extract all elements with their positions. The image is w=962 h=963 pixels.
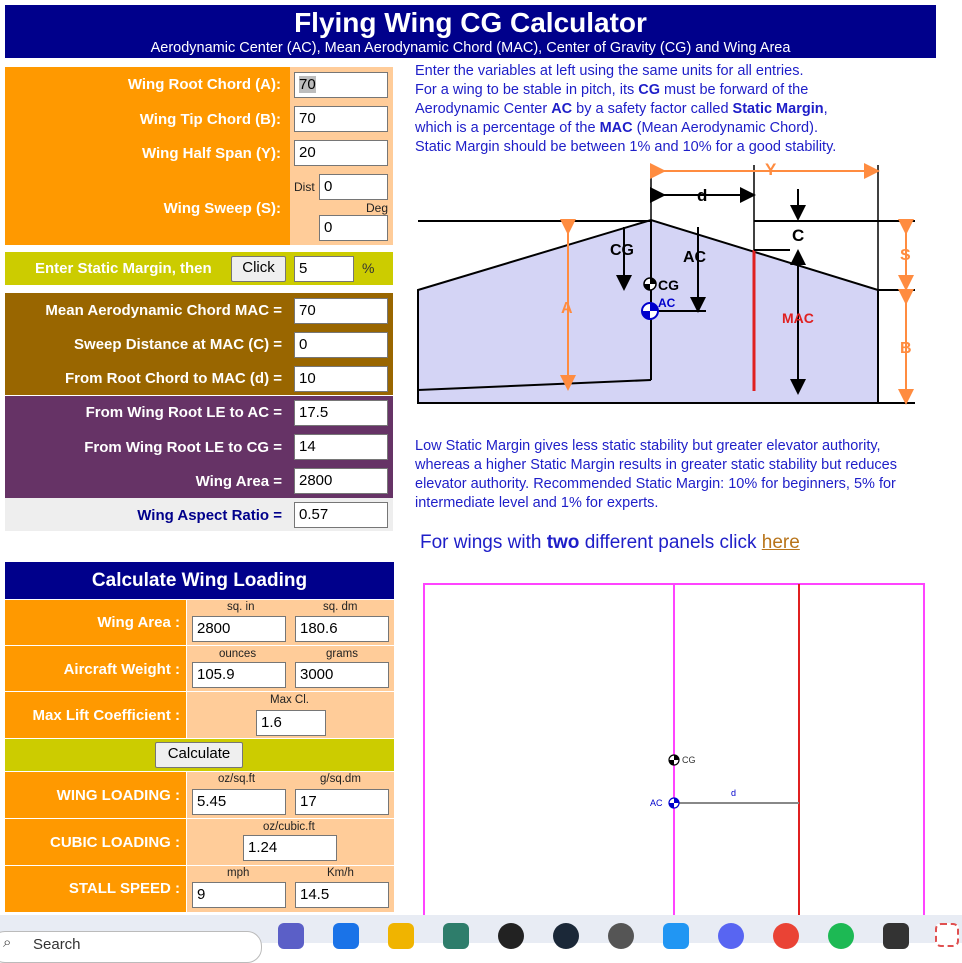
- label-y: Y: [765, 160, 777, 179]
- plot-d-label: d: [731, 788, 737, 798]
- info-text: which is a percentage of the: [415, 120, 600, 136]
- sweep-deg-label: Deg: [366, 201, 389, 215]
- unit-sqin: sq. in: [227, 601, 255, 613]
- app-icon[interactable]: [443, 923, 469, 949]
- loading-area-label: Wing Area :: [97, 614, 180, 631]
- area-sqin-input[interactable]: 2800: [192, 616, 286, 642]
- info-mac: MAC: [599, 120, 633, 136]
- unit-cubic: oz/cubic.ft: [263, 821, 315, 833]
- aspect-label: Wing Aspect Ratio =: [137, 507, 282, 524]
- two-panel-text: different panels click: [579, 532, 762, 553]
- static-margin-input[interactable]: 5: [294, 256, 354, 282]
- sweep-mac-label: Sweep Distance at MAC (C) =: [74, 336, 282, 353]
- info-text: must be forward of the: [660, 82, 809, 98]
- root-to-mac-label: From Root Chord to MAC (d) =: [64, 370, 282, 387]
- info-paragraph: [415, 62, 905, 157]
- loading-title: Calculate Wing Loading: [5, 562, 394, 599]
- label-b: B: [900, 340, 912, 357]
- weight-oz-input[interactable]: 105.9: [192, 662, 286, 688]
- percent-unit: %: [362, 260, 375, 276]
- stall-mph-output[interactable]: 9: [192, 882, 286, 908]
- discord-icon[interactable]: [718, 923, 744, 949]
- page-title: Flying Wing CG Calculator: [294, 7, 647, 38]
- le-to-ac-output[interactable]: 17.5: [294, 400, 388, 426]
- app-icon-4[interactable]: [883, 923, 909, 949]
- info-line-5: Static Margin should be between 1% and 10% for a good stability.: [415, 139, 837, 155]
- tip-chord-input[interactable]: 70: [294, 106, 388, 132]
- tip-chord-label: Wing Tip Chord (B):: [139, 111, 281, 128]
- label-mac: MAC: [782, 310, 814, 326]
- label-cg-marker: CG: [658, 277, 679, 293]
- app-icon-3[interactable]: [663, 923, 689, 949]
- le-to-ac-label: From Wing Root LE to AC =: [85, 404, 282, 421]
- area-sqdm-input[interactable]: 180.6: [295, 616, 389, 642]
- unit-ozsqft: oz/sq.ft: [218, 773, 256, 785]
- info-text: by a safety factor called: [572, 101, 733, 117]
- info-line-4: [415, 119, 905, 138]
- page-header: [5, 5, 936, 58]
- chrome-icon[interactable]: [773, 923, 799, 949]
- taskbar: [0, 915, 962, 953]
- wing-diagram: [410, 155, 930, 410]
- folder-icon[interactable]: [388, 923, 414, 949]
- taskbar-search-text: Search: [33, 936, 81, 953]
- info-text: Aerodynamic Center: [415, 101, 552, 117]
- two-panel-text: For wings with: [420, 532, 547, 553]
- here-link[interactable]: here: [761, 532, 800, 553]
- app-icon-2[interactable]: [608, 923, 634, 949]
- wl-oz-output[interactable]: 5.45: [192, 789, 286, 815]
- info-line-2: [415, 81, 905, 100]
- two-panel-line: [420, 531, 800, 555]
- wl-label: WING LOADING :: [56, 787, 180, 804]
- headset-icon[interactable]: [498, 923, 524, 949]
- info-line-3: [415, 100, 905, 119]
- mac-output[interactable]: 70: [294, 298, 388, 324]
- label-a: A: [561, 300, 573, 317]
- page-subtitle: Aerodynamic Center (AC), Mean Aerodynamic Chord (MAC), Center of Gravity (CG) and Wing Area: [150, 40, 791, 56]
- unit-oz: ounces: [219, 648, 257, 660]
- wing-plot: [418, 578, 930, 918]
- half-span-label: Wing Half Span (Y):: [141, 145, 281, 162]
- plot-ac-label: AC: [650, 798, 663, 808]
- label-c: C: [792, 226, 805, 245]
- stall-kmh-output[interactable]: 14.5: [295, 882, 389, 908]
- unit-sqdm: sq. dm: [323, 601, 358, 613]
- label-d: d: [697, 186, 708, 205]
- info-text: ,: [823, 101, 828, 117]
- sweep-dist-label: Dist: [294, 180, 315, 194]
- info-ac: AC: [551, 101, 573, 117]
- taskbar-search-box[interactable]: [0, 931, 262, 963]
- root-chord-label: Wing Root Chord (A):: [127, 76, 281, 93]
- info-cg: CG: [638, 82, 660, 98]
- label-s: S: [900, 247, 911, 264]
- stall-label: STALL SPEED :: [68, 880, 180, 897]
- calculate-button[interactable]: Calculate: [155, 742, 243, 768]
- spotify-icon[interactable]: [828, 923, 854, 949]
- wl-g-output[interactable]: 17: [295, 789, 389, 815]
- sweep-mac-output[interactable]: 0: [294, 332, 388, 358]
- unit-kmh: Km/h: [327, 867, 354, 879]
- cubic-output[interactable]: 1.24: [243, 835, 337, 861]
- teams-icon[interactable]: [278, 923, 304, 949]
- info-line-1: Enter the variables at left using the same units for all entries.: [415, 63, 804, 79]
- area-output[interactable]: 2800: [294, 468, 388, 494]
- plot-cg-label: CG: [682, 755, 696, 765]
- root-to-mac-output[interactable]: 10: [294, 366, 388, 392]
- cl-label: Max Lift Coefficient :: [32, 707, 180, 724]
- sweep-deg-input[interactable]: 0: [319, 215, 388, 241]
- static-margin-label: Enter Static Margin, then: [35, 260, 212, 277]
- info-text: (Mean Aerodynamic Chord).: [632, 120, 818, 136]
- static-margin-info: Low Static Margin gives less static stability but greater elevator authority, whereas a higher Static Margin results in greater static stability but reduces elevator authority. Recommended Static Margin: 10% for beginners, 5% for intermediate level and 1% for experts.: [415, 438, 897, 511]
- root-chord-input[interactable]: [294, 72, 388, 98]
- click-button[interactable]: Click: [231, 256, 286, 282]
- sweep-label: Wing Sweep (S):: [163, 200, 281, 217]
- unit-mph: mph: [227, 867, 250, 879]
- steam-icon[interactable]: [553, 923, 579, 949]
- le-to-cg-output[interactable]: 14: [294, 434, 388, 460]
- sweep-dist-input[interactable]: 0: [319, 174, 388, 200]
- cl-input[interactable]: 1.6: [256, 710, 326, 736]
- weight-label: Aircraft Weight :: [63, 661, 180, 678]
- half-span-input[interactable]: 20: [294, 140, 388, 166]
- mail-icon[interactable]: [333, 923, 359, 949]
- search-icon: ⌕: [3, 934, 12, 951]
- two-panel-bold: two: [546, 532, 580, 553]
- unit-gsqdm: g/sq.dm: [320, 773, 361, 785]
- area-label: Wing Area =: [195, 473, 282, 490]
- label-cg: CG: [610, 242, 634, 259]
- label-ac-marker: AC: [658, 296, 676, 310]
- weight-g-input[interactable]: 3000: [295, 662, 389, 688]
- le-to-cg-label: From Wing Root LE to CG =: [84, 439, 282, 456]
- aspect-output[interactable]: 0.57: [294, 502, 388, 528]
- app-icon-5[interactable]: [935, 923, 959, 947]
- cubic-label: CUBIC LOADING :: [50, 834, 180, 851]
- root-chord-value: 70: [299, 76, 316, 93]
- unit-g: grams: [326, 648, 358, 660]
- info-text: For a wing to be stable in pitch, its: [415, 82, 639, 98]
- unit-cl: Max Cl.: [270, 694, 309, 706]
- label-ac: AC: [683, 249, 707, 266]
- info-sm: Static Margin: [732, 101, 824, 117]
- mac-label: Mean Aerodynamic Chord MAC =: [45, 302, 282, 319]
